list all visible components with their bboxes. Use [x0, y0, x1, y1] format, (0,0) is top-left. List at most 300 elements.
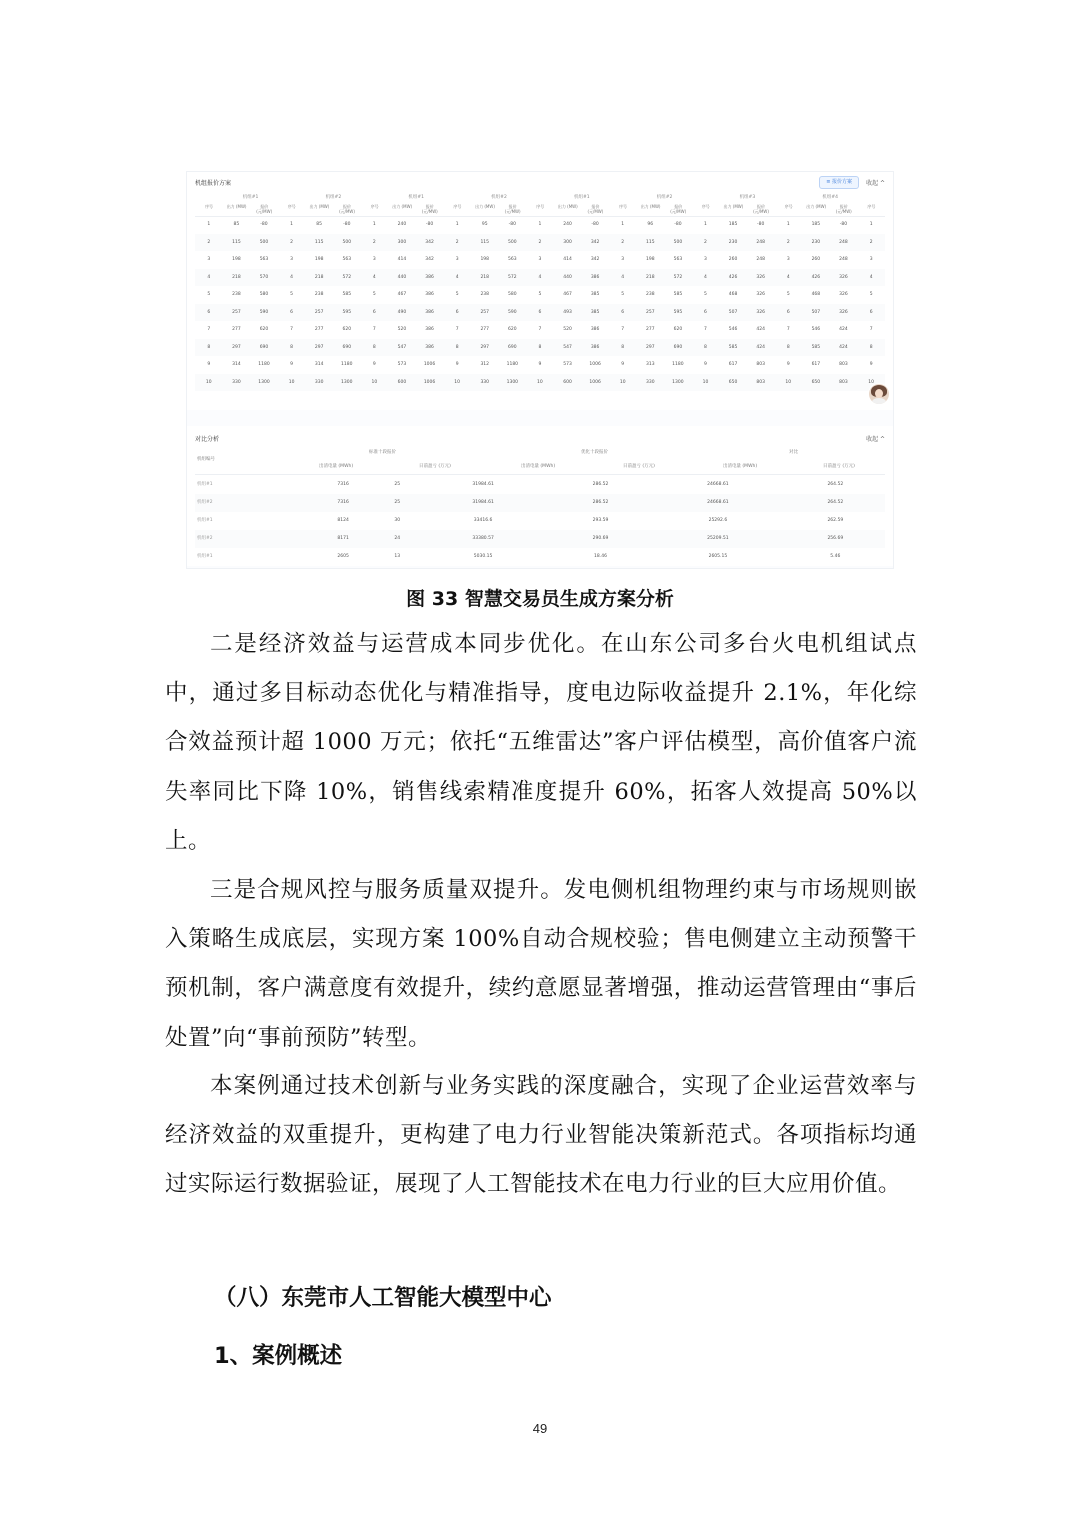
table-cell: 620: [259, 327, 269, 332]
table-cell: 690: [333, 339, 361, 357]
table-cell: 300: [554, 234, 582, 252]
table-cell: 1: [621, 222, 625, 227]
table-cell: 238: [232, 292, 241, 297]
table-cell: 5: [455, 292, 459, 297]
table-cell: 238: [314, 292, 324, 297]
table-cell: 115: [637, 234, 665, 252]
table-cell: 95: [481, 222, 488, 227]
table-cell: 326: [747, 304, 775, 322]
table-cell: 546: [811, 327, 821, 332]
column-header-price: 报价 (元/MW): [504, 204, 521, 214]
table-row: [195, 321, 885, 339]
table-row: [195, 234, 885, 252]
table-cell: 440: [388, 269, 416, 287]
table-row: [195, 374, 885, 392]
table-cell: 3: [538, 257, 542, 262]
bid-plan-title: 机组报价方案: [195, 180, 232, 187]
bid-plan-button[interactable]: ≡ 报价方案: [819, 176, 859, 189]
sub-header: 日前盈亏 (万元): [823, 464, 855, 469]
group-header-compare: 对比: [789, 450, 798, 455]
table-cell: 8: [609, 339, 637, 357]
table-cell: 机组#1: [197, 518, 213, 523]
table-cell: 4: [857, 269, 885, 287]
table-cell: 342: [416, 234, 444, 252]
table-cell: 257: [223, 304, 251, 322]
table-cell: 520: [563, 327, 572, 332]
table-cell: 386: [416, 339, 444, 357]
table-cell: 6: [443, 304, 471, 322]
table-cell: 198: [646, 257, 655, 262]
table-cell: 10: [278, 374, 306, 392]
table-cell: 500: [333, 234, 361, 252]
table-cell: 24: [379, 530, 415, 548]
table-cell: 414: [397, 257, 407, 262]
table-cell: 25: [394, 482, 401, 487]
table-cell: 277: [232, 327, 241, 332]
table-cell: 5030.15: [473, 554, 493, 559]
table-cell: 326: [747, 269, 775, 287]
unit-group-label: 机组#2: [491, 195, 507, 200]
table-row: [195, 269, 885, 287]
unit-group-label: 机组#1: [408, 195, 424, 200]
table-cell: 573: [397, 362, 407, 367]
table-cell: 198: [232, 257, 241, 262]
table-cell: 1006: [589, 362, 601, 367]
table-cell: 572: [333, 269, 361, 287]
table-cell: 6: [361, 304, 389, 322]
column-header-price: 报价 (元/MW): [421, 204, 438, 214]
figure-caption: 图 33 智慧交易员生成方案分析: [406, 588, 674, 610]
table-cell: 85: [233, 222, 240, 227]
table-cell: 1006: [423, 362, 436, 367]
table-cell: 机组#2: [195, 494, 307, 512]
table-cell: 547: [554, 339, 582, 357]
table-cell: 240: [397, 222, 407, 227]
column-header-price: 报价 (元/MW): [835, 204, 852, 214]
table-cell: 6: [692, 304, 720, 322]
table-cell: -80: [260, 222, 268, 227]
table-cell: 7: [704, 327, 707, 332]
table-cell: 1180: [341, 362, 353, 367]
table-cell: -80: [674, 222, 682, 227]
table-cell: 386: [581, 269, 609, 287]
table-cell: 248: [747, 234, 775, 252]
table-cell: 572: [499, 269, 527, 287]
table-cell: 426: [802, 269, 830, 287]
table-cell: 297: [471, 339, 499, 357]
table-cell: 585: [802, 339, 830, 357]
table-cell: 248: [839, 257, 848, 262]
table-cell: -80: [343, 222, 351, 227]
table-cell: 1180: [506, 362, 519, 367]
table-cell: 570: [250, 269, 278, 287]
column-header-output: 出力 (MW): [475, 204, 495, 209]
unit-id-header: 机组编号: [197, 457, 215, 462]
table-cell: 8: [195, 339, 223, 357]
table-row: [195, 530, 885, 548]
table-cell: 300: [388, 234, 416, 252]
table-row: [195, 339, 885, 357]
table-cell: 277: [314, 327, 324, 332]
table-cell: 468: [728, 292, 738, 297]
table-cell: 440: [554, 269, 582, 287]
table-cell: 563: [673, 257, 683, 262]
table-cell: 248: [756, 257, 765, 262]
screenshot-figure: [187, 172, 893, 568]
sub-header: 出清电量 (MWh): [723, 464, 758, 469]
table-cell: 1180: [258, 362, 270, 367]
table-cell: 424: [830, 339, 858, 357]
table-cell: 330: [305, 374, 333, 392]
table-cell: 342: [590, 257, 600, 262]
table-cell: 690: [664, 339, 692, 357]
table-row: [195, 216, 885, 234]
table-cell: 277: [480, 327, 490, 332]
table-cell: 5: [869, 292, 873, 297]
table-cell: 257: [471, 304, 499, 322]
column-header-seq: 序号: [867, 204, 876, 209]
table-cell: 507: [719, 304, 747, 322]
table-cell: 3: [372, 257, 376, 262]
table-cell: 3: [704, 257, 707, 262]
column-header-output: 出力 (MW): [309, 204, 330, 209]
table-cell: 机组#1: [197, 482, 213, 487]
table-cell: -80: [839, 222, 848, 227]
sub-header: 出清电量 (MWh): [319, 464, 354, 469]
column-header-price: 报价 (元/MW): [339, 204, 355, 214]
bid-plan-table-header: [195, 192, 885, 217]
table-cell: 312: [480, 362, 490, 367]
table-cell: 2: [443, 234, 471, 252]
table-cell: 7316: [337, 482, 349, 487]
table-cell: 4: [443, 269, 471, 287]
column-header-price: 报价 (元/MW): [753, 204, 769, 214]
table-cell: 620: [673, 327, 683, 332]
table-cell: 342: [581, 234, 609, 252]
table-cell: 13: [394, 554, 401, 559]
table-cell: 24668.61: [650, 494, 785, 512]
column-header-seq: 序号: [784, 204, 793, 209]
table-cell: 386: [590, 327, 600, 332]
table-cell: 617: [728, 362, 738, 367]
table-cell: 260: [728, 257, 738, 262]
table-cell: 803: [839, 362, 848, 367]
column-header-seq: 序号: [453, 204, 462, 209]
table-row: [195, 356, 885, 374]
table-cell: 5: [290, 292, 294, 297]
table-row: [195, 476, 885, 494]
table-cell: 24668.61: [707, 482, 729, 487]
subsection-heading: 1、案例概述: [214, 1343, 343, 1369]
table-cell: 10: [609, 374, 637, 392]
table-cell: 386: [416, 269, 444, 287]
table-cell: 595: [333, 304, 361, 322]
table-cell: 8124: [337, 518, 349, 523]
table-cell: 342: [425, 257, 434, 262]
table-cell: 8: [278, 339, 306, 357]
table-cell: 500: [664, 234, 692, 252]
table-cell: 7: [869, 327, 873, 332]
table-cell: 326: [830, 269, 858, 287]
table-cell: 6: [857, 304, 885, 322]
table-cell: 8: [857, 339, 885, 357]
table-cell: -80: [756, 222, 765, 227]
table-row: [195, 304, 885, 322]
column-header-output: 出力 (MW): [392, 204, 413, 209]
table-cell: 600: [388, 374, 416, 392]
table-cell: 297: [637, 339, 665, 357]
table-cell: 500: [499, 234, 527, 252]
table-cell: 96: [647, 222, 654, 227]
table-cell: 5: [704, 292, 707, 297]
table-cell: 2: [857, 234, 885, 252]
table-cell: 297: [223, 339, 251, 357]
unit-group-label: 机组#4: [822, 195, 838, 200]
table-cell: 257: [637, 304, 665, 322]
table-cell: 4: [195, 269, 223, 287]
table-cell: 31984.61: [415, 494, 550, 512]
table-cell: 330: [637, 374, 665, 392]
table-cell: 6: [195, 304, 223, 322]
table-cell: 3: [869, 257, 873, 262]
table-cell: -80: [591, 222, 599, 227]
table-cell: 2: [609, 234, 637, 252]
column-header-seq: 序号: [370, 204, 379, 209]
table-cell: 1: [455, 222, 459, 227]
table-cell: 7: [455, 327, 459, 332]
table-cell: 313: [646, 362, 655, 367]
table-cell: 563: [342, 257, 352, 262]
table-cell: 386: [425, 327, 434, 332]
table-cell: 115: [223, 234, 251, 252]
table-cell: 546: [728, 327, 738, 332]
table-cell: 277: [646, 327, 655, 332]
column-header-output: 出力 (MW): [806, 204, 827, 209]
bid-plan-panel: [187, 172, 893, 410]
table-cell: 33380.57: [415, 530, 550, 548]
table-cell: 520: [397, 327, 407, 332]
table-cell: 330: [471, 374, 499, 392]
table-cell: 386: [581, 339, 609, 357]
table-cell: 386: [425, 292, 434, 297]
unit-group-label: 机组#2: [656, 195, 673, 200]
table-cell: 9: [372, 362, 376, 367]
table-cell: 185: [728, 222, 738, 227]
table-cell: 572: [664, 269, 692, 287]
collapse-toggle[interactable]: 收起 ^: [866, 436, 885, 443]
table-row: [195, 512, 885, 530]
table-cell: 5: [786, 292, 790, 297]
table-cell: 600: [554, 374, 582, 392]
body-paragraph: 三是合规风控与服务质量双提升。发电侧机组物理约束与市场规则嵌入策略生成底层，实现方案 100%自动合规校验；售电侧建立主动预警干预机制，客户满意度有效提升，续约意愿显著增强，推动运营管理由“事后处置”向“事前预防”转型。: [165, 877, 917, 1051]
table-cell: 690: [499, 339, 527, 357]
table-cell: 31984.61: [472, 482, 494, 487]
section-heading: （八）东莞市人工智能大模型中心: [214, 1285, 552, 1311]
table-cell: 424: [756, 327, 765, 332]
table-cell: 385: [590, 292, 600, 297]
table-cell: 468: [811, 292, 821, 297]
table-row: [195, 286, 885, 304]
table-cell: 2: [526, 234, 554, 252]
table-cell: 218: [223, 269, 251, 287]
table-cell: 8: [526, 339, 554, 357]
table-cell: 85: [316, 222, 323, 227]
table-row: [195, 548, 885, 566]
table-cell: 248: [830, 234, 858, 252]
table-cell: 230: [802, 234, 830, 252]
table-cell: 115: [305, 234, 333, 252]
table-cell: 5: [372, 292, 376, 297]
table-cell: 414: [563, 257, 572, 262]
table-cell: 218: [471, 269, 499, 287]
table-cell: 257: [305, 304, 333, 322]
table-cell: 9: [455, 362, 459, 367]
table-cell: 1300: [250, 374, 278, 392]
table-cell: 10: [857, 374, 885, 392]
table-cell: 424: [747, 339, 775, 357]
table-cell: 262.59: [827, 518, 844, 523]
table-cell: 4: [361, 269, 389, 287]
table-cell: 650: [719, 374, 747, 392]
table-cell: 25209.51: [650, 530, 785, 548]
table-cell: 286.52: [551, 494, 650, 512]
assistant-avatar[interactable]: [869, 384, 889, 404]
sub-header: 出清电量 (MWh): [521, 464, 556, 469]
table-cell: 9: [207, 362, 211, 367]
table-cell: 3: [621, 257, 625, 262]
table-cell: -80: [425, 222, 434, 227]
table-cell: 3: [290, 257, 294, 262]
table-cell: 6: [774, 304, 802, 322]
table-cell: 9: [538, 362, 542, 367]
table-cell: 690: [250, 339, 278, 357]
table-cell: 260: [811, 257, 821, 262]
table-cell: 5: [621, 292, 625, 297]
table-cell: 617: [811, 362, 821, 367]
table-cell: 1006: [581, 374, 609, 392]
table-cell: 10: [526, 374, 554, 392]
table-cell: 650: [802, 374, 830, 392]
table-cell: 585: [719, 339, 747, 357]
table-cell: 5.46: [830, 554, 841, 559]
table-cell: 115: [471, 234, 499, 252]
group-header-optimized: 优化十段报价: [581, 450, 608, 455]
group-header-standard: 标准十段报价: [369, 450, 396, 455]
table-cell: 580: [508, 292, 517, 297]
column-header-output: 出力 (MW): [723, 204, 744, 209]
table-row: [195, 251, 885, 269]
table-cell: 314: [232, 362, 241, 367]
table-cell: 590: [499, 304, 527, 322]
table-cell: 25292.6: [708, 518, 728, 523]
table-cell: 238: [646, 292, 655, 297]
table-cell: -80: [508, 222, 516, 227]
table-cell: 803: [830, 374, 858, 392]
table-cell: 326: [830, 304, 858, 322]
column-header-price: 报价 (元/MW): [256, 204, 273, 214]
table-cell: 8: [774, 339, 802, 357]
table-cell: 326: [756, 292, 765, 297]
table-cell: 1300: [499, 374, 527, 392]
table-cell: 507: [802, 304, 830, 322]
comparison-title: 对比分析: [195, 436, 220, 443]
table-cell: 385: [581, 304, 609, 322]
table-cell: 4: [526, 269, 554, 287]
table-cell: 6: [609, 304, 637, 322]
table-cell: 4: [774, 269, 802, 287]
column-header-output: 出力 (MW): [640, 204, 661, 209]
column-header-seq: 序号: [619, 204, 627, 209]
table-cell: 2: [361, 234, 389, 252]
table-cell: 1: [207, 222, 211, 227]
table-cell: 293.59: [592, 518, 609, 523]
table-cell: 580: [259, 292, 269, 297]
sub-header: 日前盈亏 (万元): [623, 464, 655, 469]
column-header-price: 报价 (元/MW): [587, 204, 604, 214]
table-cell: 10: [443, 374, 471, 392]
table-cell: 5: [538, 292, 542, 297]
table-cell: 1: [290, 222, 294, 227]
table-cell: 1006: [416, 374, 444, 392]
table-cell: 4: [692, 269, 720, 287]
table-cell: 198: [314, 257, 324, 262]
table-cell: 8: [361, 339, 389, 357]
table-cell: 9: [621, 362, 625, 367]
table-cell: 3: [455, 257, 459, 262]
table-cell: 563: [508, 257, 517, 262]
table-cell: 585: [342, 292, 352, 297]
table-cell: 10: [692, 374, 720, 392]
table-cell: 25: [379, 494, 415, 512]
table-row: [195, 494, 885, 512]
table-cell: 424: [839, 327, 848, 332]
table-cell: 7: [621, 327, 625, 332]
table-cell: 467: [563, 292, 572, 297]
bid-plan-table: [195, 216, 885, 391]
table-cell: 2605.15: [708, 554, 728, 559]
column-header-output: 出力 (MW): [226, 204, 247, 209]
table-cell: 426: [719, 269, 747, 287]
unit-group-label: 机组#1: [242, 195, 259, 200]
column-header-seq: 序号: [701, 204, 710, 209]
table-cell: 6: [278, 304, 306, 322]
table-cell: 326: [839, 292, 848, 297]
table-cell: 3: [207, 257, 211, 262]
table-cell: 7: [207, 327, 211, 332]
table-cell: 264.52: [827, 482, 844, 487]
table-cell: 547: [388, 339, 416, 357]
table-cell: 7: [786, 327, 790, 332]
table-cell: 490: [388, 304, 416, 322]
table-cell: 7: [538, 327, 542, 332]
table-cell: 314: [314, 362, 324, 367]
column-header-output: 出力 (MW): [557, 204, 578, 209]
collapse-toggle[interactable]: 收起 ^: [866, 180, 885, 187]
table-cell: 8171: [307, 530, 379, 548]
table-cell: 1300: [664, 374, 692, 392]
comparison-table-header: [195, 448, 885, 475]
table-cell: 563: [259, 257, 269, 262]
table-cell: 5: [207, 292, 211, 297]
table-cell: 2: [278, 234, 306, 252]
table-cell: 8: [692, 339, 720, 357]
table-cell: 10: [195, 374, 223, 392]
table-cell: 198: [480, 257, 490, 262]
unit-group-label: 机组#3: [739, 195, 756, 200]
table-cell: 290.69: [551, 530, 650, 548]
column-header-price: 报价 (元/MW): [670, 204, 687, 214]
table-cell: 1180: [672, 362, 684, 367]
